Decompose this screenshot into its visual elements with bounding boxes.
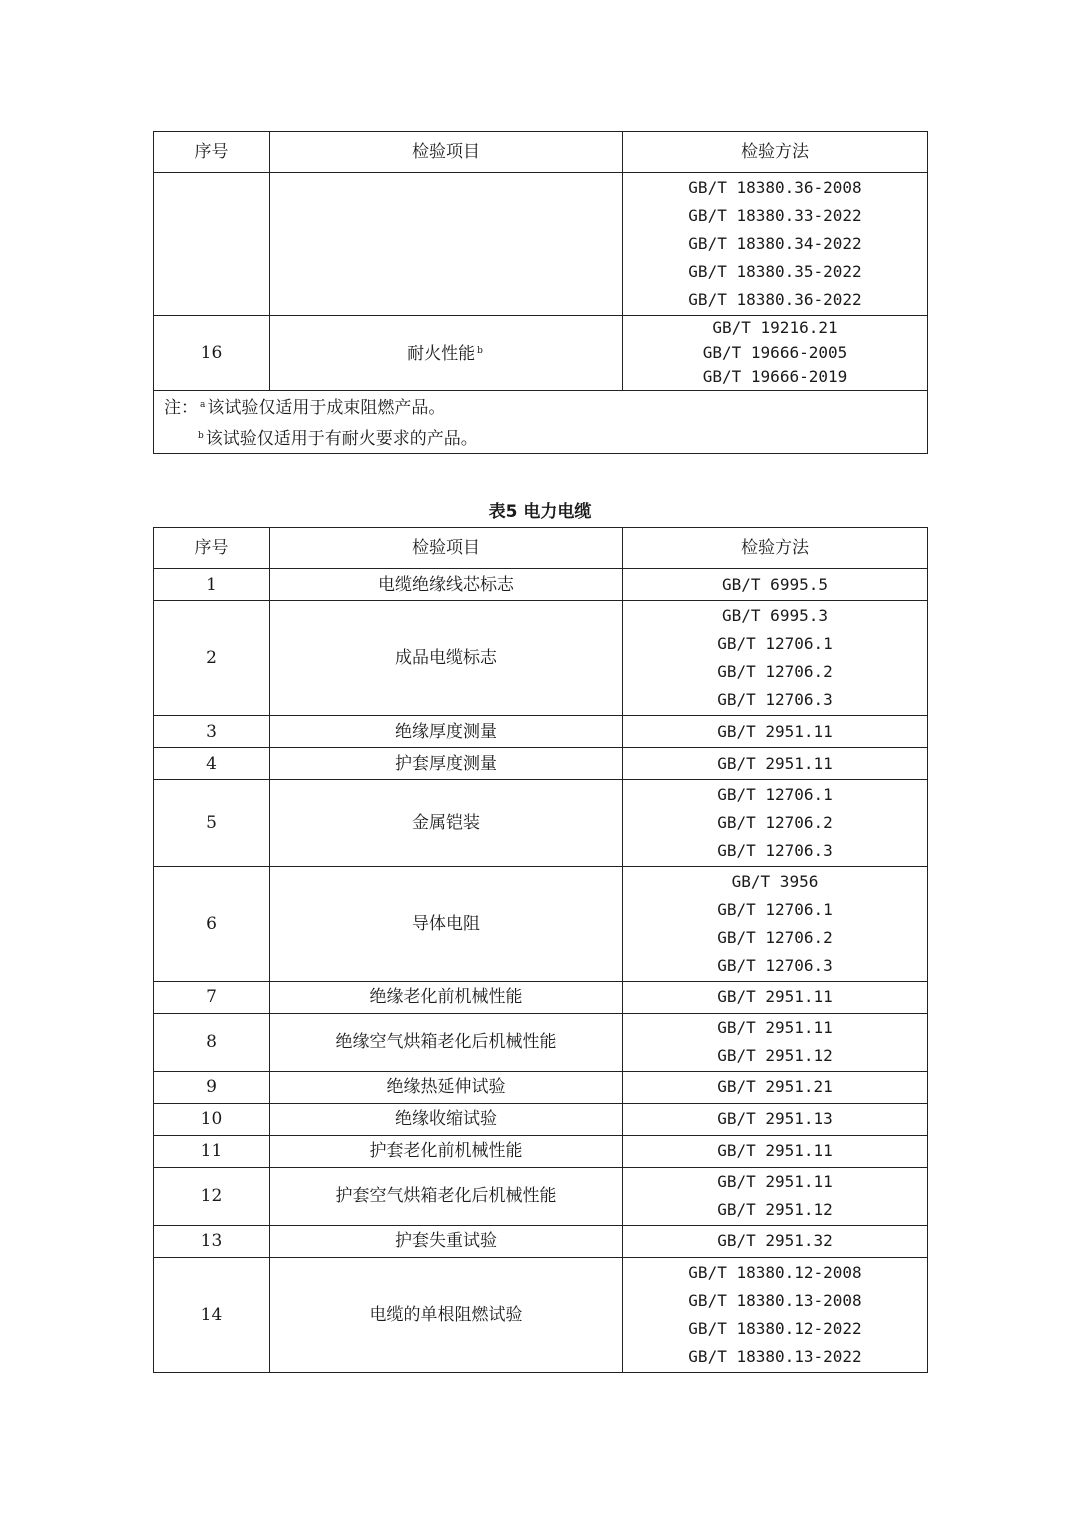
row-seq: 11 — [154, 1135, 270, 1167]
row-methods — [623, 748, 928, 780]
row-item: 护套空气烘箱老化后机械性能 — [270, 1167, 623, 1225]
table-row — [154, 866, 928, 981]
table-row — [154, 1103, 928, 1135]
row-methods — [623, 173, 928, 316]
row-methods — [623, 1257, 928, 1372]
row-item: 导体电阻 — [270, 866, 623, 981]
method-line: GB/T 18380.34-2022 — [688, 234, 862, 253]
table-header-row — [154, 528, 928, 569]
row-seq: 13 — [154, 1225, 270, 1257]
table-row — [154, 780, 928, 867]
table-row — [154, 316, 928, 391]
table-row — [154, 1225, 928, 1257]
method-line: GB/T 18380.13-2022 — [688, 1346, 862, 1366]
row-seq: 14 — [154, 1257, 270, 1372]
table-row — [154, 569, 928, 601]
row-methods — [623, 1103, 928, 1135]
method-line: GB/T 18380.36-2008 — [688, 178, 862, 197]
method-line: GB/T 2951.11 — [717, 721, 833, 741]
method-line: GB/T 12706.1 — [717, 899, 833, 919]
method-line: GB/T 12706.1 — [717, 784, 833, 804]
header-method: 检验方法 — [623, 132, 928, 173]
method-line: GB/T 6995.3 — [722, 606, 828, 625]
table5-caption: 表5 电力电缆 — [488, 502, 592, 522]
row-seq: 1 — [154, 569, 270, 601]
row-item: 绝缘收缩试验 — [270, 1103, 623, 1135]
note-prefix: 注： — [164, 397, 198, 418]
row-methods — [623, 866, 928, 981]
table5-power-cable — [153, 527, 928, 1373]
method-line: GB/T 12706.3 — [717, 955, 833, 975]
method-line: GB/T 18380.33-2022 — [688, 206, 862, 225]
row-methods — [623, 569, 928, 601]
method-line: GB/T 19216.21 — [712, 318, 838, 337]
header-item: 检验项目 — [270, 528, 623, 569]
method-line: GB/T 2951.11 — [717, 987, 833, 1006]
row-seq: 12 — [154, 1167, 270, 1225]
table-row — [154, 1013, 928, 1071]
method-line: GB/T 6995.5 — [722, 574, 828, 594]
header-seq: 序号 — [154, 132, 270, 173]
header-method: 检验方法 — [623, 528, 928, 569]
row-methods — [623, 1225, 928, 1257]
row-item — [270, 316, 623, 391]
row-seq: 10 — [154, 1103, 270, 1135]
row-item: 护套老化前机械性能 — [270, 1135, 623, 1167]
method-line: GB/T 2951.21 — [717, 1077, 833, 1096]
row-item: 绝缘厚度测量 — [270, 716, 623, 748]
row-item: 护套失重试验 — [270, 1225, 623, 1257]
method-line: GB/T 18380.35-2022 — [688, 262, 862, 281]
row-seq: 5 — [154, 780, 270, 867]
method-line: GB/T 2951.11 — [717, 1172, 833, 1191]
footnote-marker: b — [477, 346, 483, 357]
method-line: GB/T 18380.12-2008 — [688, 1262, 862, 1282]
table-note-row — [154, 390, 928, 453]
method-line: GB/T 2951.12 — [717, 1046, 833, 1065]
row-methods — [623, 1167, 928, 1225]
row-seq: 3 — [154, 716, 270, 748]
row-seq: 16 — [154, 316, 270, 391]
method-line: GB/T 2951.13 — [717, 1109, 833, 1128]
method-line: GB/T 12706.3 — [717, 840, 833, 860]
method-line: GB/T 3956 — [731, 871, 819, 891]
method-line: GB/T 12706.2 — [717, 812, 833, 832]
method-line: GB/T 2951.11 — [717, 753, 833, 773]
method-line: GB/T 19666-2019 — [702, 367, 848, 386]
table-row — [154, 1135, 928, 1167]
row-item — [270, 173, 623, 316]
row-seq: 6 — [154, 866, 270, 981]
row-methods — [623, 601, 928, 716]
row-item: 绝缘热延伸试验 — [270, 1071, 623, 1103]
row-item-text: 耐火性能 — [407, 344, 476, 365]
row-methods — [623, 780, 928, 867]
row-methods — [623, 1071, 928, 1103]
method-line: GB/T 12706.3 — [717, 690, 833, 709]
footnote-marker: b — [198, 430, 204, 441]
row-item: 电缆的单根阻燃试验 — [270, 1257, 623, 1372]
table-row — [154, 748, 928, 780]
table-header-row — [154, 132, 928, 173]
method-line: GB/T 12706.2 — [717, 662, 833, 681]
row-methods — [623, 1013, 928, 1071]
method-line: GB/T 2951.11 — [717, 1141, 833, 1160]
row-item: 电缆绝缘线芯标志 — [270, 569, 623, 601]
note-text: 该试验仅适用于有耐火要求的产品。 — [205, 428, 478, 449]
row-item: 绝缘空气烘箱老化后机械性能 — [270, 1013, 623, 1071]
row-item: 成品电缆标志 — [270, 601, 623, 716]
row-methods — [623, 1135, 928, 1167]
table-row — [154, 716, 928, 748]
table-row — [154, 1257, 928, 1372]
table5-body — [154, 569, 928, 1373]
row-methods — [623, 981, 928, 1013]
row-item: 护套厚度测量 — [270, 748, 623, 780]
row-item: 绝缘老化前机械性能 — [270, 981, 623, 1013]
row-methods — [623, 316, 928, 391]
method-line: GB/T 18380.12-2022 — [688, 1318, 862, 1338]
note-text: 该试验仅适用于成束阻燃产品。 — [207, 397, 446, 418]
header-seq: 序号 — [154, 528, 270, 569]
method-line: GB/T 2951.32 — [717, 1231, 833, 1250]
method-line: GB/T 12706.2 — [717, 927, 833, 947]
row-seq: 7 — [154, 981, 270, 1013]
row-methods — [623, 716, 928, 748]
note-line-1 — [164, 391, 927, 422]
note-line-2 — [164, 422, 927, 453]
row-seq — [154, 173, 270, 316]
table-note — [154, 390, 928, 453]
row-item: 金属铠装 — [270, 780, 623, 867]
method-line: GB/T 12706.1 — [717, 634, 833, 653]
method-line: GB/T 2951.11 — [717, 1018, 833, 1037]
row-seq: 9 — [154, 1071, 270, 1103]
header-item: 检验项目 — [270, 132, 623, 173]
method-line: GB/T 18380.36-2022 — [688, 290, 862, 309]
table-row — [154, 1167, 928, 1225]
row-seq: 2 — [154, 601, 270, 716]
method-line: GB/T 19666-2005 — [702, 342, 848, 362]
table-row — [154, 601, 928, 716]
table-row — [154, 981, 928, 1013]
footnote-marker: a — [200, 399, 206, 410]
table-row — [154, 1071, 928, 1103]
table4-continuation — [153, 131, 928, 454]
row-seq: 8 — [154, 1013, 270, 1071]
method-line: GB/T 2951.12 — [717, 1200, 833, 1219]
table-row — [154, 173, 928, 316]
row-seq: 4 — [154, 748, 270, 780]
method-line: GB/T 18380.13-2008 — [688, 1290, 862, 1310]
